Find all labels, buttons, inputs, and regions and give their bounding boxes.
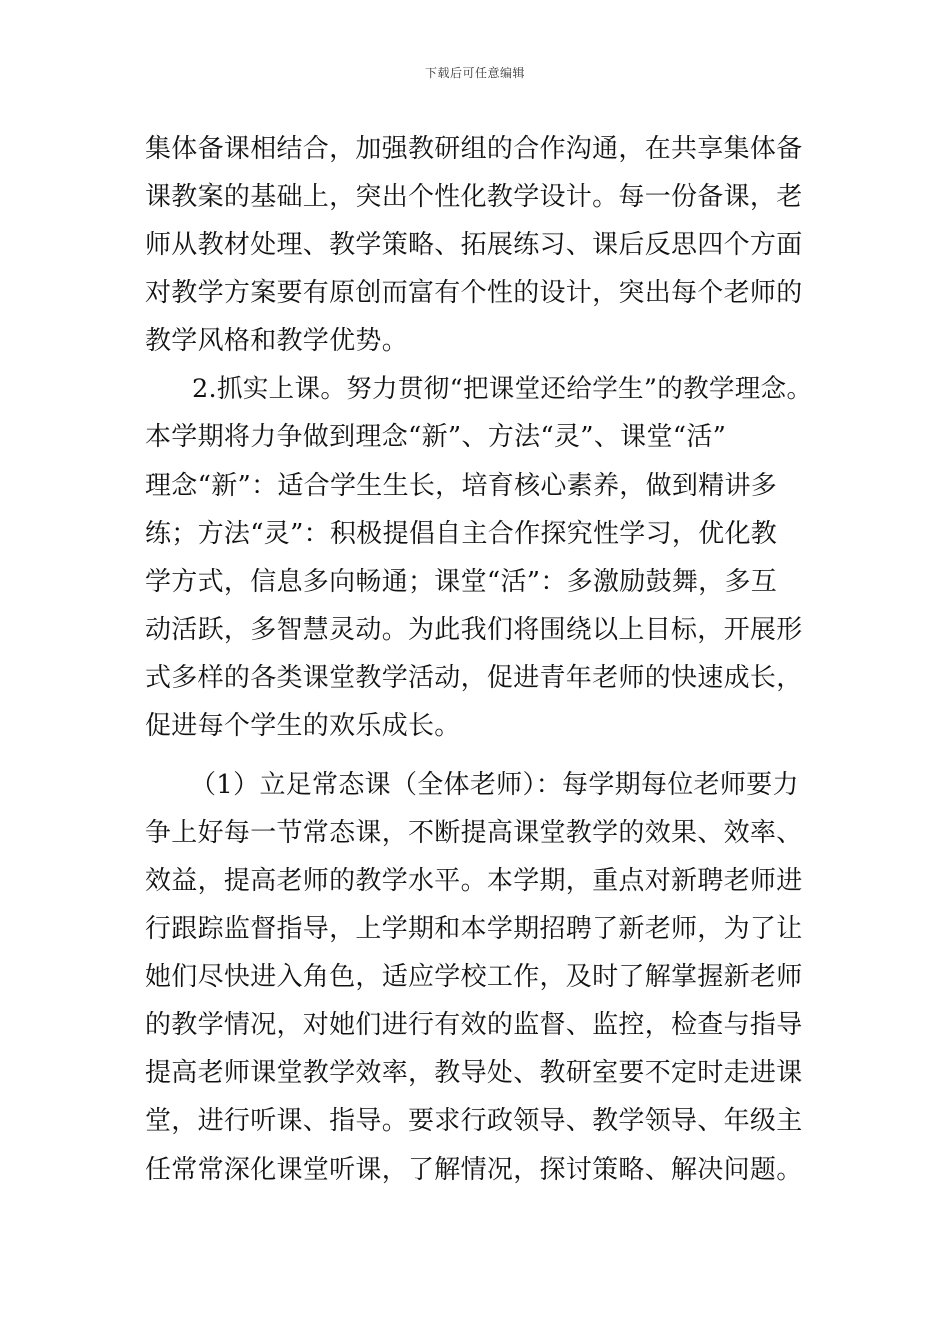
text-line: 行跟踪监督指导，上学期和本学期招聘了新老师，为了让 (145, 914, 803, 944)
text-line: 练；方法“灵”：积极提倡自主合作探究性学习，优化教 (145, 519, 778, 549)
text-line: 任常常深化课堂听课，了解情况，探讨策略、解决问题。 (145, 1155, 803, 1185)
page-header: 下载后可任意编辑 (424, 66, 525, 80)
text-line: 促进每个学生的欢乐成长。 (145, 711, 461, 741)
text-line: 2.抓实上课。努力贯彻“把课堂还给学生”的教学理念。 (192, 374, 813, 404)
text-line: 式多样的各类课堂教学活动，促进青年老师的快速成长， (145, 663, 803, 693)
text-line: 她们尽快进入角色，适应学校工作，及时了解掌握新老师 (145, 962, 803, 992)
text-line: 集体备课相结合，加强教研组的合作沟通，在共享集体备 (145, 134, 803, 164)
text-line: 动活跃，多智慧灵动。为此我们将围绕以上目标，开展形 (145, 615, 803, 645)
text-line: 提高老师课堂教学效率，教导处、教研室要不定时走进课 (145, 1058, 803, 1088)
text-line: 学方式，信息多向畅通；课堂“活”：多激励鼓舞，多互 (145, 567, 778, 597)
text-line: 课教案的基础上，突出个性化教学设计。每一份备课，老 (145, 182, 803, 212)
text-line: 争上好每一节常态课，不断提高课堂教学的效果、效率、 (145, 818, 803, 848)
text-line: 教学风格和教学优势。 (145, 326, 409, 356)
text-line: 效益，提高老师的教学水平。本学期，重点对新聘老师进 (145, 866, 803, 896)
text-line: 的教学情况，对她们进行有效的监督、监控，检查与指导 (145, 1010, 803, 1040)
text-line: 堂，进行听课、指导。要求行政领导、教学领导、年级主 (145, 1106, 803, 1136)
text-line: 对教学方案要有原创而富有个性的设计，突出每个老师的 (145, 278, 803, 308)
text-line: （1）立足常态课（全体老师）：每学期每位老师要力 (190, 770, 799, 800)
text-line: 师从教材处理、教学策略、拓展练习、课后反思四个方面 (145, 230, 803, 260)
text-line: 理念“新”：适合学生生长，培育核心素养，做到精讲多 (145, 471, 778, 501)
text-line: 本学期将力争做到理念“新”、方法“灵”、课堂“活” (145, 422, 727, 452)
